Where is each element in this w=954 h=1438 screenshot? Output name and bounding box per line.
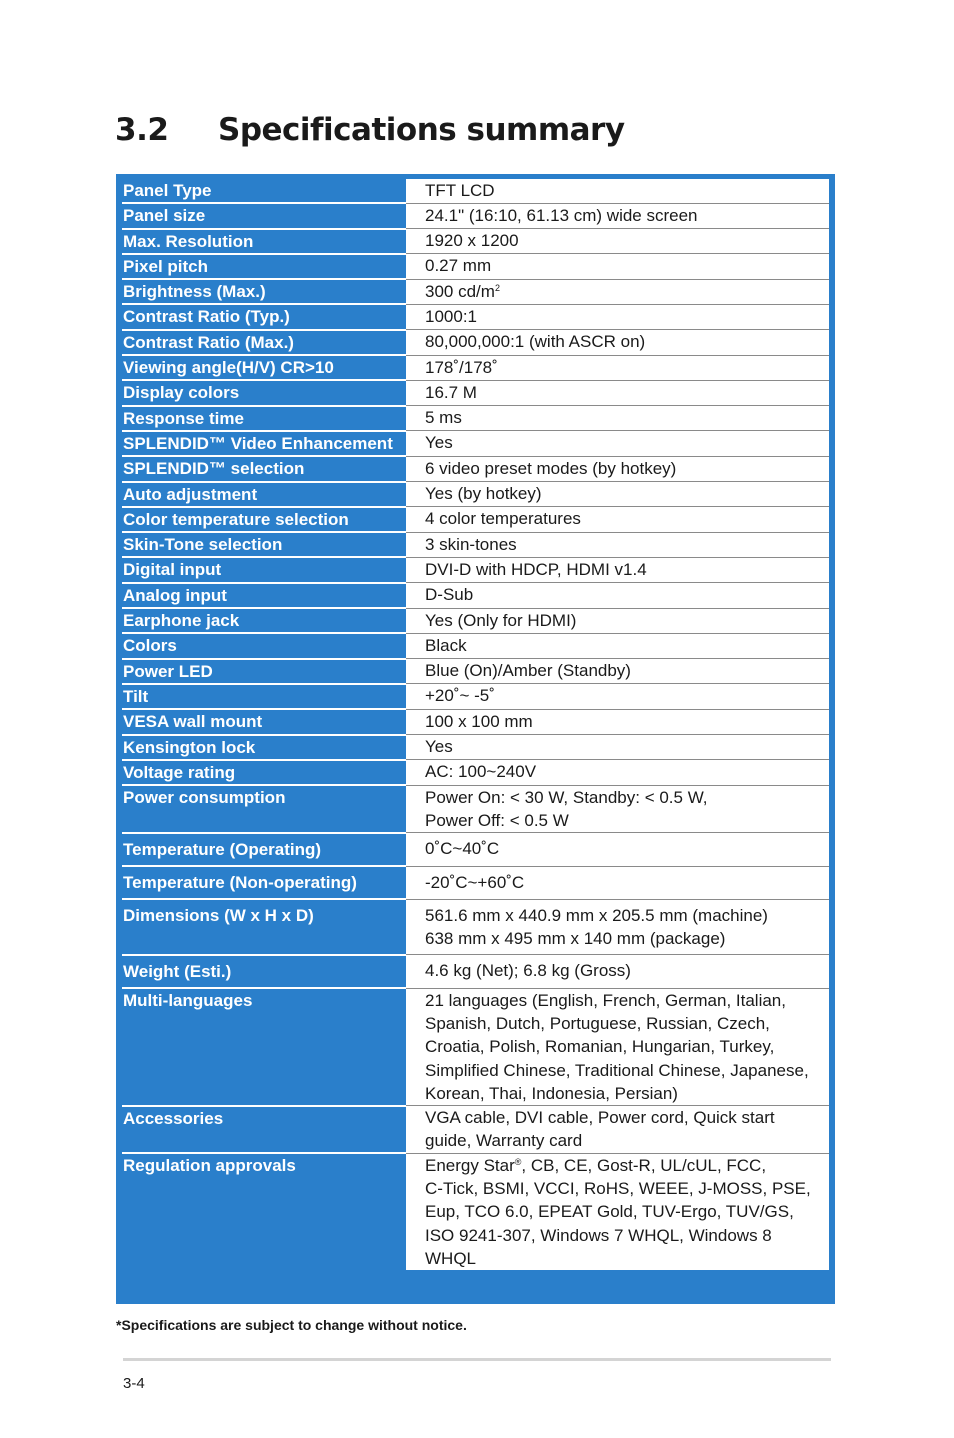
spec-value — [418, 304, 829, 329]
section-title: Specifications summary — [218, 112, 625, 148]
spec-value — [418, 709, 829, 734]
spec-value-text: 4 color temperatures — [425, 509, 581, 529]
spec-label: Weight (Esti.) — [122, 955, 406, 988]
spec-label: SPLENDID™ Video Enhancement — [122, 431, 406, 456]
spec-value — [418, 583, 829, 608]
spec-label: Color temperature selection — [122, 507, 406, 532]
spec-label: Digital input — [122, 557, 406, 582]
spec-row — [122, 988, 829, 1105]
spec-gutter — [406, 760, 418, 785]
spec-gutter — [406, 355, 418, 380]
spec-value-text: 100 x 100 mm — [425, 711, 533, 731]
spec-value — [418, 406, 829, 431]
spec-label: Panel size — [122, 203, 406, 228]
spec-gutter — [406, 507, 418, 532]
spec-value — [418, 456, 829, 481]
spec-value-text: Blue (On)/Amber (Standby) — [425, 661, 631, 681]
spec-label: Analog input — [122, 583, 406, 608]
spec-value-text: 16.7 M — [425, 382, 477, 402]
spec-label: Temperature (Operating) — [122, 833, 406, 866]
spec-gutter — [406, 833, 418, 866]
spec-label: Regulation approvals — [123, 1156, 296, 1176]
spec-label: Earphone jack — [122, 608, 406, 633]
spec-row — [122, 355, 829, 380]
spec-value-text: VGA cable, DVI cable, Power cord, Quick start guide, Warranty card — [425, 1108, 775, 1151]
spec-row — [122, 456, 829, 481]
spec-gutter — [406, 304, 418, 329]
spec-value — [418, 254, 829, 279]
spec-row — [122, 304, 829, 329]
spec-gutter — [406, 229, 418, 254]
spec-value — [418, 608, 829, 633]
spec-value-text: -20˚C~+60˚C — [425, 872, 525, 892]
spec-value-text: 0˚C~40˚C — [425, 839, 500, 859]
spec-row — [122, 1106, 829, 1154]
spec-gutter — [406, 709, 418, 734]
spec-gutter — [406, 456, 418, 481]
spec-row — [122, 557, 829, 582]
spec-value — [418, 179, 829, 203]
spec-row — [122, 254, 829, 279]
spec-label: SPLENDID™ selection — [122, 456, 406, 481]
spec-label: Brightness (Max.) — [122, 279, 406, 304]
spec-value-text: 300 cd/m — [425, 281, 495, 301]
spec-gutter — [406, 735, 418, 760]
spec-value-text: 21 languages (English, French, German, Italian, Spanish, Dutch, Portuguese, Russian, Czech, Croatia, Polish, Romanian, Hungarian, Turkey, Simplified Chinese, Traditional Chinese, Japanese, Korean, Thai, Indonesia, Persian) — [425, 990, 809, 1103]
spec-label: Power LED — [122, 659, 406, 684]
spec-gutter — [406, 1106, 418, 1154]
spec-gutter — [406, 330, 418, 355]
spec-row — [122, 866, 829, 899]
spec-value-text: Yes (Only for HDMI) — [425, 610, 577, 630]
spec-row — [122, 583, 829, 608]
spec-value-text: Yes — [425, 433, 453, 453]
spec-row — [122, 532, 829, 557]
spec-value-text: Energy Star — [425, 1155, 515, 1175]
spec-value-text: 0.27 mm — [425, 256, 492, 276]
spec-row — [122, 1153, 829, 1270]
spec-label: Pixel pitch — [122, 254, 406, 279]
spec-value — [418, 866, 829, 899]
spec-gutter — [406, 1153, 418, 1270]
spec-value-text: 4.6 kg (Net); 6.8 kg (Gross) — [425, 961, 631, 981]
spec-row — [122, 229, 829, 254]
spec-gutter — [406, 785, 418, 833]
spec-value — [418, 659, 829, 684]
spec-value-text: 561.6 mm x 440.9 mm x 205.5 mm (machine) 638 mm x 495 mm x 140 mm (package) — [425, 905, 768, 949]
spec-gutter — [406, 557, 418, 582]
spec-label: Skin-Tone selection — [122, 532, 406, 557]
spec-row — [122, 659, 829, 684]
spec-label: Colors — [122, 633, 406, 658]
footnote: *Specifications are subject to change without notice. — [116, 1317, 467, 1333]
spec-label: Dimensions (W x H x D) — [122, 899, 406, 955]
spec-row — [122, 330, 829, 355]
spec-value — [418, 735, 829, 760]
spec-label: Voltage rating — [122, 760, 406, 785]
spec-value — [418, 507, 829, 532]
spec-label: Power consumption — [122, 785, 406, 833]
spec-value — [418, 330, 829, 355]
spec-row — [122, 203, 829, 228]
spec-value-text: 6 video preset modes (by hotkey) — [425, 458, 677, 478]
section-heading — [115, 112, 625, 148]
spec-row — [122, 608, 829, 633]
spec-gutter — [406, 659, 418, 684]
spec-value — [418, 785, 829, 833]
spec-row — [122, 955, 829, 988]
spec-gutter — [406, 988, 418, 1105]
spec-value-text-continued: , CB, CE, Gost-R, UL/cUL, FCC, C-Tick, BSMI, VCCI, RoHS, WEEE, J-MOSS, PSE, Eup, TCO 6.0, EPEAT Gold, TUV-Ergo, TUV/GS, ISO 9241-307, Windows 7 WHQL, Windows 8 WHQL — [425, 1155, 811, 1268]
spec-row — [122, 785, 829, 833]
spec-row — [122, 431, 829, 456]
spec-value — [418, 988, 829, 1105]
spec-row — [122, 179, 829, 203]
spec-gutter — [406, 684, 418, 709]
spec-value-superscript: 2 — [494, 282, 500, 293]
spec-row — [122, 633, 829, 658]
spec-value — [418, 355, 829, 380]
spec-value — [418, 833, 829, 866]
spec-value-text: AC: 100~240V — [425, 762, 537, 782]
spec-value-text: Yes (by hotkey) — [425, 484, 542, 504]
spec-value — [418, 684, 829, 709]
spec-label: Kensington lock — [122, 735, 406, 760]
spec-value — [418, 633, 829, 658]
spec-value-text: +20˚~ -5˚ — [425, 686, 495, 706]
spec-row — [122, 482, 829, 507]
spec-value-text: TFT LCD — [425, 181, 495, 200]
spec-value — [418, 1153, 829, 1270]
footer-divider — [123, 1358, 831, 1361]
spec-gutter — [406, 406, 418, 431]
spec-value-text: Power On: < 30 W, Standby: < 0.5 W, Power Off: < 0.5 W — [425, 787, 708, 830]
spec-row — [122, 507, 829, 532]
spec-label: Tilt — [122, 684, 406, 709]
spec-gutter — [406, 279, 418, 304]
spec-row — [122, 709, 829, 734]
spec-label: Display colors — [122, 380, 406, 405]
spec-row — [122, 833, 829, 866]
spec-label: Auto adjustment — [122, 482, 406, 507]
spec-gutter — [406, 633, 418, 658]
spec-gutter — [406, 482, 418, 507]
spec-gutter — [406, 866, 418, 899]
spec-gutter — [406, 431, 418, 456]
spec-gutter — [406, 179, 418, 203]
spec-label: VESA wall mount — [122, 709, 406, 734]
spec-value — [418, 899, 829, 955]
spec-value — [418, 380, 829, 405]
spec-value-text: D-Sub — [425, 585, 474, 605]
spec-label: Accessories — [122, 1106, 406, 1154]
spec-value — [418, 431, 829, 456]
spec-label: Panel Type — [122, 179, 406, 203]
spec-value-text: Black — [425, 635, 467, 655]
spec-value-text: DVI-D with HDCP, HDMI v1.4 — [425, 559, 647, 579]
spec-value — [418, 955, 829, 988]
spec-label: Contrast Ratio (Typ.) — [122, 304, 406, 329]
spec-gutter — [406, 583, 418, 608]
spec-value — [418, 203, 829, 228]
spec-row — [122, 406, 829, 431]
spec-value-text: 5 ms — [425, 408, 462, 428]
spec-gutter — [406, 899, 418, 955]
spec-value-text: 1920 x 1200 — [425, 231, 519, 251]
spec-value — [418, 557, 829, 582]
spec-value — [418, 532, 829, 557]
spec-label: Multi-languages — [122, 988, 406, 1105]
spec-row — [122, 279, 829, 304]
spec-gutter — [406, 254, 418, 279]
spec-row — [122, 760, 829, 785]
section-number: 3.2 — [115, 112, 169, 148]
spec-value — [418, 1106, 829, 1154]
spec-label: Contrast Ratio (Max.) — [122, 330, 406, 355]
spec-value-text: 1000:1 — [425, 306, 477, 326]
spec-row — [122, 684, 829, 709]
spec-value — [418, 229, 829, 254]
specifications-table — [116, 174, 835, 1304]
spec-value — [418, 760, 829, 785]
spec-value-text: Yes — [425, 737, 453, 757]
spec-value — [418, 279, 829, 304]
spec-label: Viewing angle(H/V) CR>10 — [122, 355, 406, 380]
page-number: 3-4 — [123, 1375, 145, 1392]
spec-row — [122, 735, 829, 760]
spec-value-text: 24.1" (16:10, 61.13 cm) wide screen — [425, 205, 698, 225]
spec-label: Max. Resolution — [122, 229, 406, 254]
spec-gutter — [406, 380, 418, 405]
spec-value-text: 3 skin-tones — [425, 534, 517, 554]
spec-value-superscript: ® — [514, 1156, 522, 1167]
spec-gutter — [406, 203, 418, 228]
spec-value — [418, 482, 829, 507]
spec-gutter — [406, 608, 418, 633]
spec-row — [122, 380, 829, 405]
spec-value-text: 80,000,000:1 (with ASCR on) — [425, 332, 646, 352]
spec-value-text: 178˚/178˚ — [425, 357, 498, 377]
spec-row — [122, 899, 829, 955]
spec-gutter — [406, 532, 418, 557]
spec-label: Temperature (Non-operating) — [122, 866, 406, 899]
spec-label: Response time — [122, 406, 406, 431]
spec-gutter — [406, 955, 418, 988]
